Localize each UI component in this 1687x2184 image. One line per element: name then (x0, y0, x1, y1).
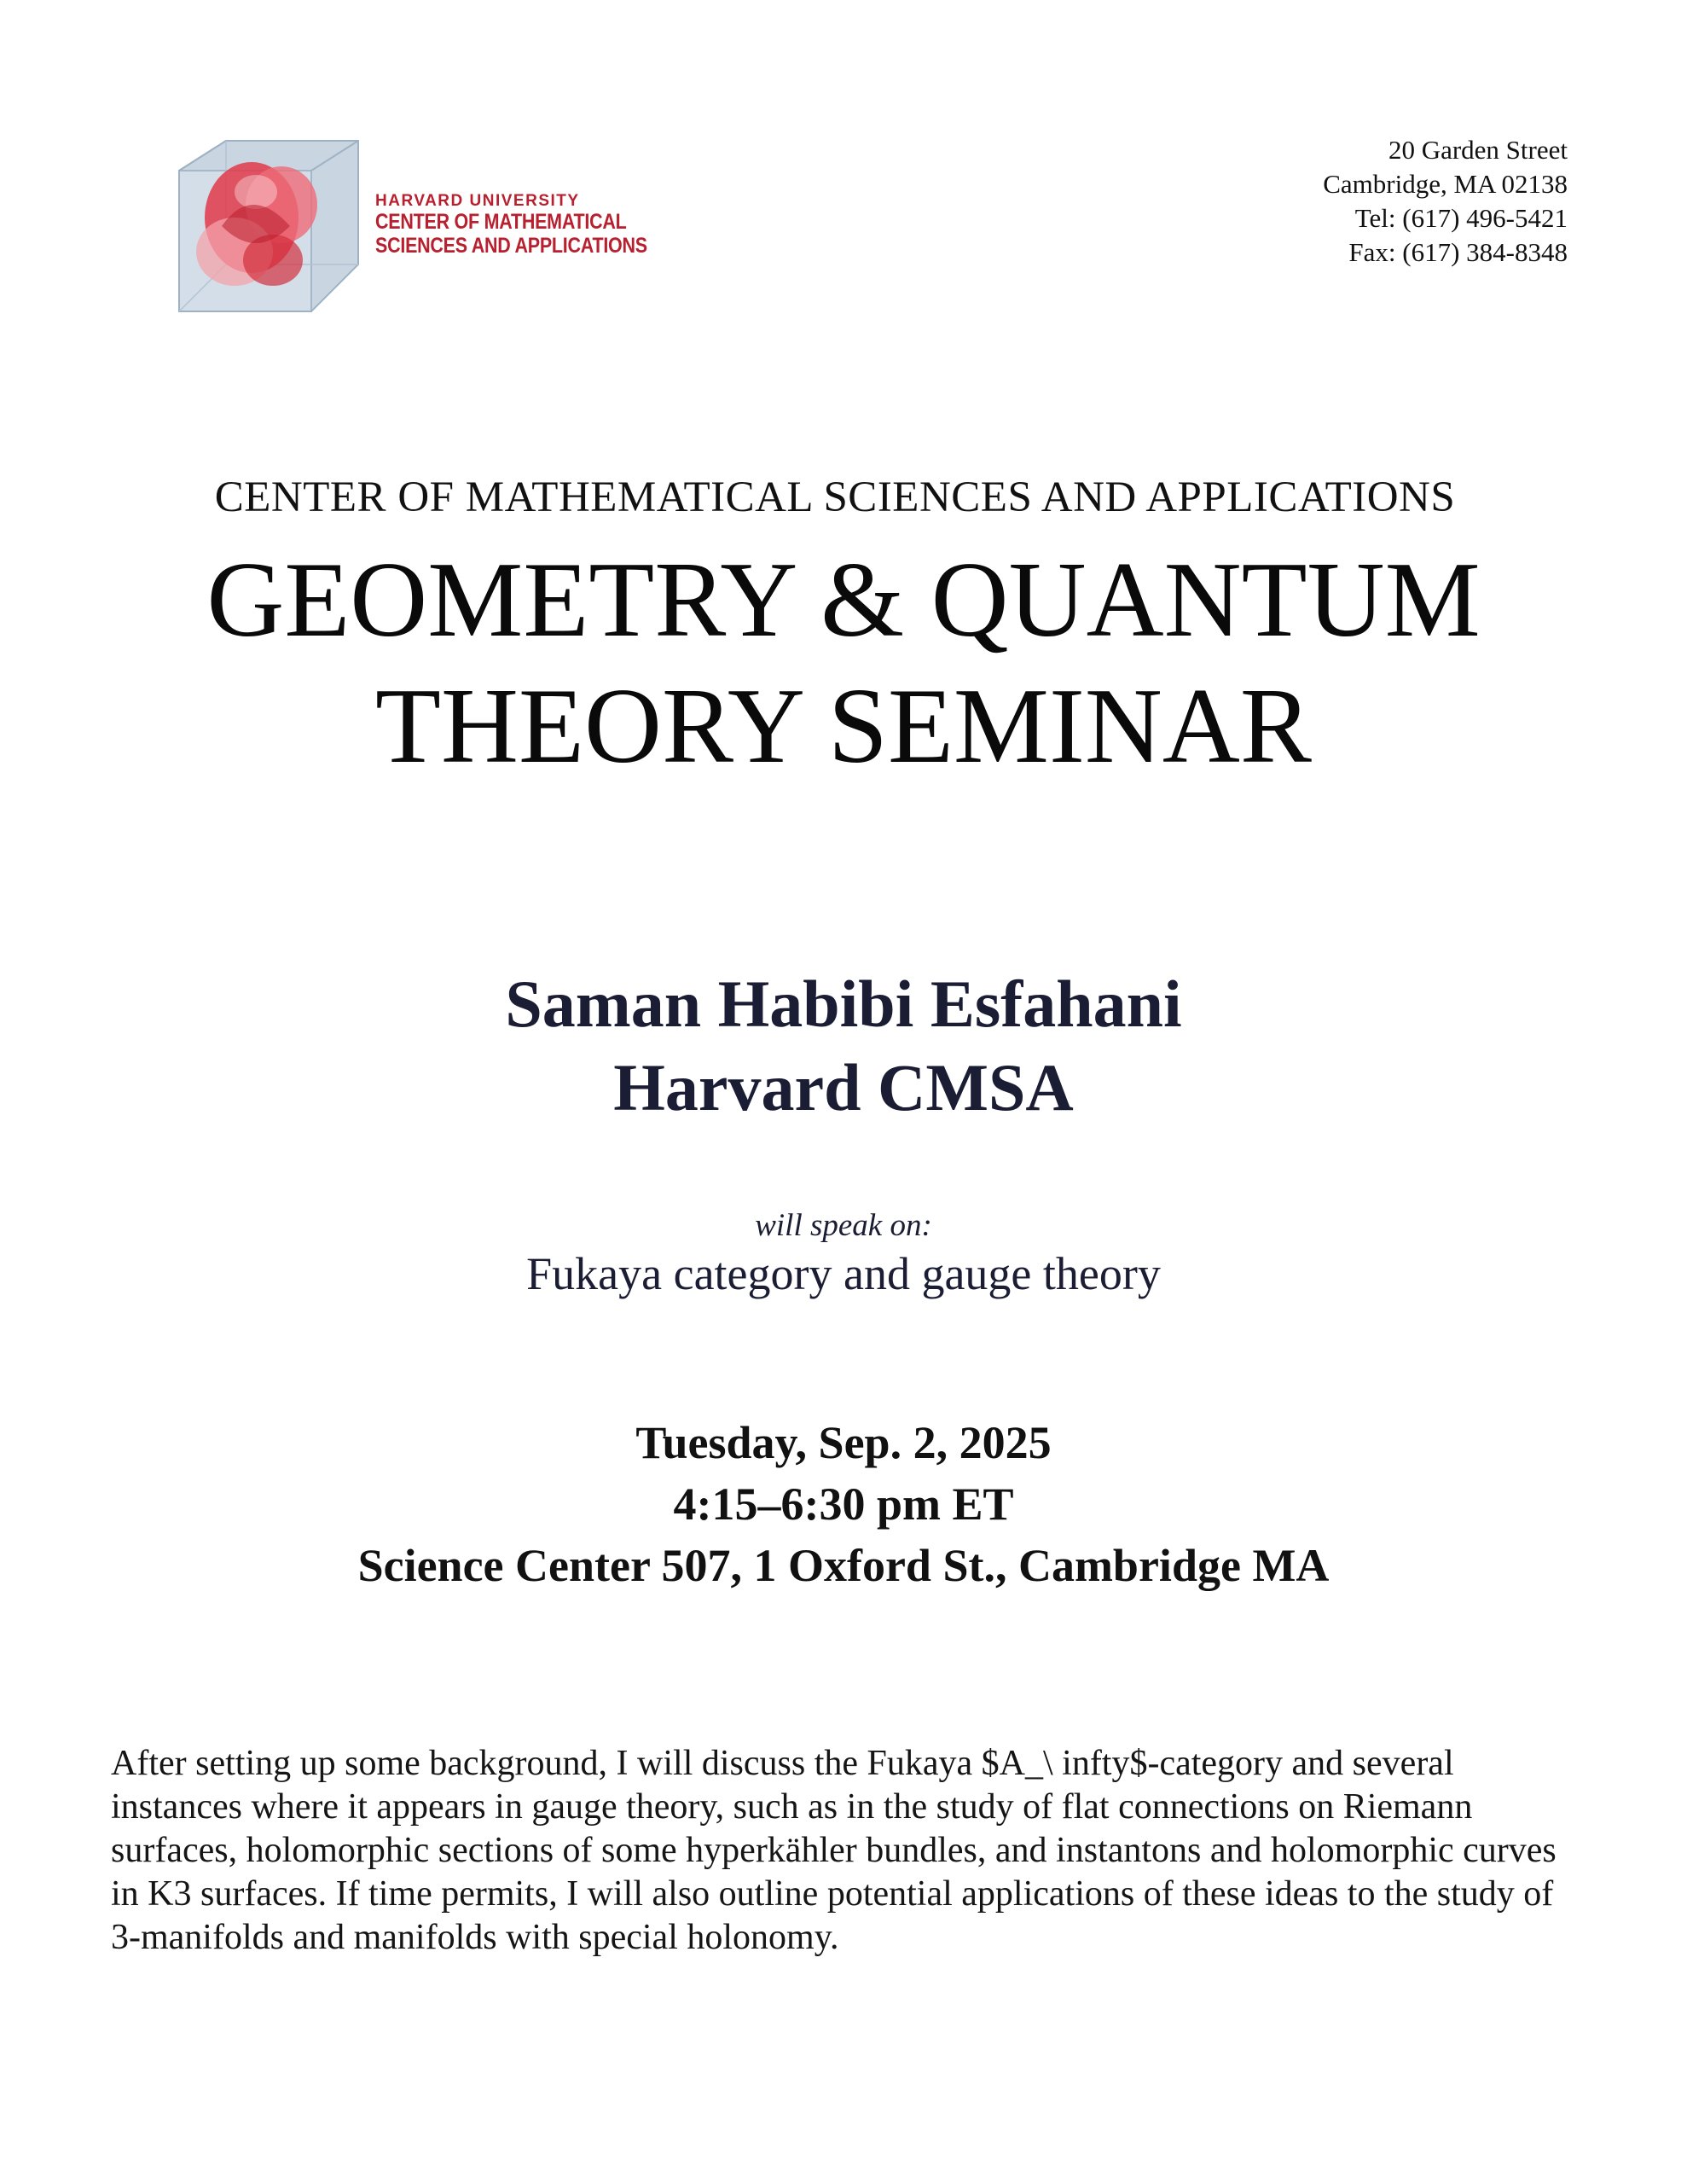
event-time: 4:15–6:30 pm ET (673, 1478, 1014, 1530)
logo-center-line1: CENTER OF MATHEMATICAL (375, 210, 627, 235)
event-location: Science Center 507, 1 Oxford St., Cambridge MA (357, 1540, 1330, 1591)
address-city: Cambridge, MA 02138 (1323, 169, 1568, 199)
talk-intro: will speak on: (755, 1208, 932, 1243)
address-fax: Fax: (617) 384-8348 (1348, 237, 1568, 267)
logo-center-line2: SCIENCES AND APPLICATIONS (375, 234, 647, 258)
abstract: After setting up some background, I will discuss the Fukaya $A_\ infty$-category and several instances where it appears in gauge theory, such as in the study of flat connections on Riemann surfaces, holomorphic sections of some hyperkähler bundles, and instantons and holomorphic curves in K3 surfaces. If time permits, I will also outline potential applications of these ideas to the study of 3-manifolds and manifolds with special holonomy. (111, 1744, 1557, 1957)
cmsa-logo (171, 132, 647, 328)
logo-university: HARVARD UNIVERSITY (375, 192, 580, 210)
address-tel: Tel: (617) 496-5421 (1354, 203, 1568, 233)
center-name: CENTER OF MATHEMATICAL SCIENCES AND APPLICATIONS (214, 473, 1456, 521)
seminar-title-line1: GEOMETRY & QUANTUM (206, 541, 1481, 659)
seminar-title-line2: THEORY SEMINAR (375, 667, 1312, 786)
talk-title: Fukaya category and gauge theory (526, 1248, 1161, 1299)
event-info (0, 1412, 1687, 1596)
seminar-title (0, 537, 1687, 790)
event-date: Tuesday, Sep. 2, 2025 (635, 1417, 1052, 1468)
address-street: 20 Garden Street (1388, 135, 1568, 165)
speaker-block (0, 962, 1687, 1130)
address-block (1323, 133, 1568, 270)
cube-logo-icon (171, 132, 367, 328)
speaker-name: Saman Habibi Esfahani (505, 967, 1182, 1041)
speaker-affiliation: Harvard CMSA (613, 1050, 1074, 1124)
